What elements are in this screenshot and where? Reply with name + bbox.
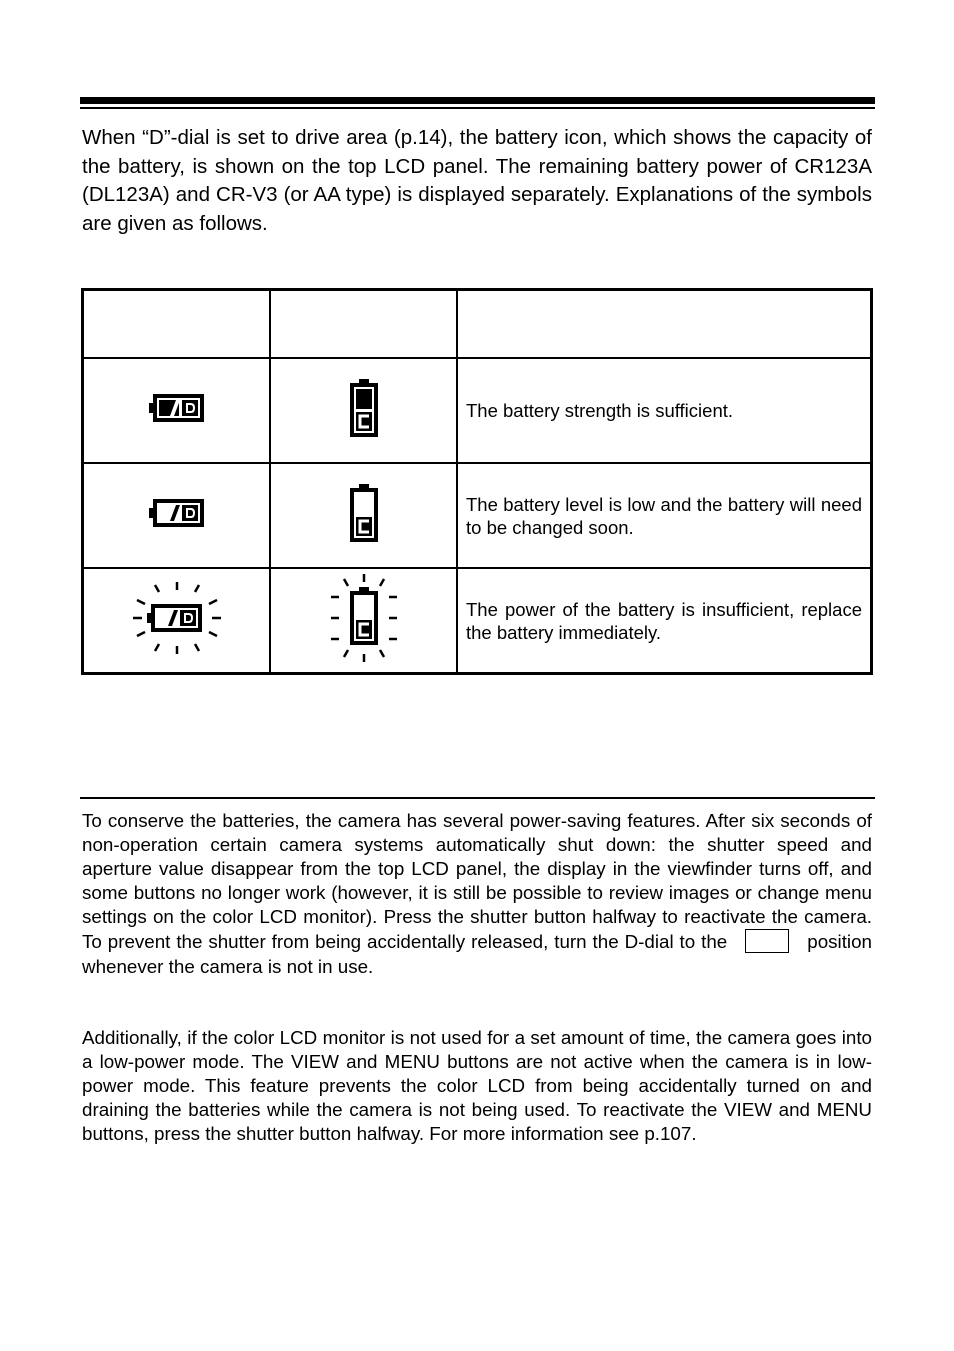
table-header-row [83, 290, 872, 359]
battery-empty-blinking-horizontal-icon [131, 580, 223, 656]
header-cell-cr123a [83, 290, 271, 359]
battery-low-vertical-icon [347, 482, 381, 544]
power-saving-text-before: To conserve the batteries, the camera has several power-saving features. After six seconds of non-operation certain camera systems automatically shut down: the shutter speed and aperture value disappear from the top LCD panel, the display in the viewfinder turns off, and some buttons no longer work (however, it is still be possible to review images or change menu settings on the color LCD monitor). Press the shutter button halfway to reactivate the camera. To prevent the shutter from being accidentally released, turn the D-dial to the [82, 810, 872, 953]
header-cell-crv3 [270, 290, 457, 359]
power-saving-paragraph-1 [82, 809, 872, 979]
battery-low-horizontal-icon [146, 496, 208, 530]
power-saving-text-after: position whenever the camera is not in use. [82, 931, 872, 977]
section-header-rule [80, 97, 875, 111]
table-row [83, 568, 872, 674]
battery-empty-blinking-vertical-icon [329, 573, 399, 663]
section-divider [80, 797, 875, 799]
description-full: The battery strength is sufficient. [457, 358, 872, 463]
header-cell-meaning [457, 290, 872, 359]
description-blinking: The power of the battery is insufficient, replace the battery immediately. [457, 568, 872, 674]
table-row [83, 358, 872, 463]
battery-full-horizontal-icon [146, 391, 208, 425]
battery-symbol-table [81, 288, 873, 675]
battery-full-vertical-icon [347, 377, 381, 439]
power-saving-paragraph-2: Additionally, if the color LCD monitor is not used for a set amount of time, the camera goes into a low-power mode. The VIEW and MENU buttons are not active when the camera is in low-power mode. This feature prevents the color LCD from being accidentally turned on and draining the batteries while the camera is not being used. To reactivate the VIEW and MENU buttons, press the shutter button halfway. For more information see p.107. [82, 1027, 872, 1145]
dial-position-symbol [745, 929, 789, 953]
table-row [83, 463, 872, 568]
description-low: The battery level is low and the battery will need to be changed soon. [457, 463, 872, 568]
intro-paragraph: When “D”-dial is set to drive area (p.14), the battery icon, which shows the capacity of the battery, is shown on the top LCD panel. The remaining battery power of CR123A (DL123A) and CR-V3 (or AA type) is displayed separately. Explanations of the symbols are given as follows. [82, 126, 872, 236]
